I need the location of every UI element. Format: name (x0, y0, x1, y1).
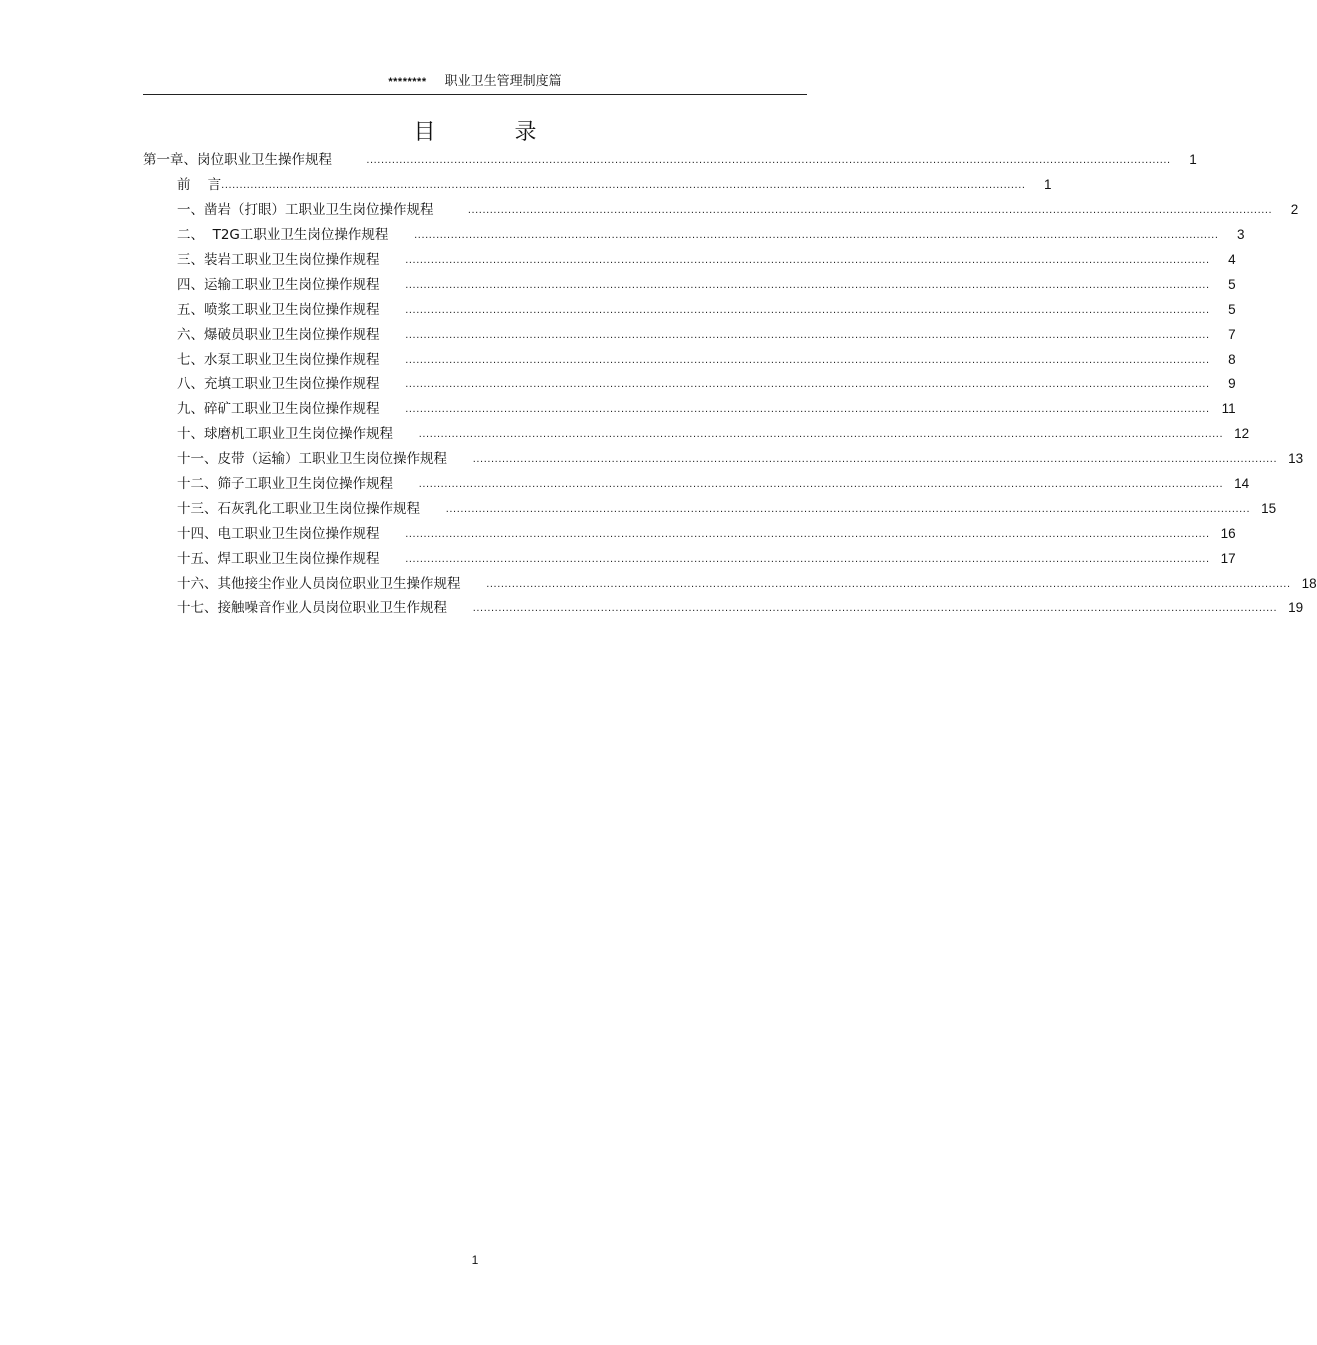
toc-entry-page-number: 16 (1220, 525, 1236, 541)
toc-entry-page-number: 1 (1044, 177, 1052, 193)
toc-entry[interactable] (143, 397, 1236, 422)
dot-leader: ............................................................................................................................................................................................................................ (221, 179, 1026, 192)
toc-entry-page-number: 8 (1228, 351, 1236, 367)
toc-entry-label: 七、水泵工职业卫生岗位操作规程 (177, 351, 380, 368)
toc-entry[interactable] (143, 297, 1236, 322)
toc-entry-gap (380, 549, 406, 569)
dot-leader: ............................................................................................................................................................................................................................ (486, 577, 1291, 590)
toc-entry-page-number: 2 (1290, 202, 1299, 218)
header-stars: ******** (388, 76, 427, 88)
toc-entry[interactable] (143, 496, 1277, 521)
toc-entry-page-number: 13 (1288, 451, 1304, 467)
toc-entry-page-number: 1 (1189, 152, 1197, 168)
toc-entry-gap (393, 474, 419, 494)
toc-entry-label: 第一章、岗位职业卫生操作规程 (143, 152, 332, 169)
toc-entry[interactable] (143, 198, 1299, 223)
dot-leader: ............................................................................................................................................................................................................................ (418, 428, 1224, 441)
toc-entry-gap (380, 350, 406, 370)
toc-entry-page-number: 7 (1228, 326, 1236, 342)
dot-leader: ............................................................................................................................................................................................................................ (405, 527, 1210, 540)
toc-entry-page-number: 14 (1234, 476, 1250, 492)
toc-entry-label: 十六、其他接尘作业人员岗位职业卫生操作规程 (177, 575, 461, 592)
toc-entry-page-number: 5 (1228, 301, 1236, 317)
toc-entry-gap (380, 374, 406, 394)
dot-leader: ............................................................................................................................................................................................................................ (414, 229, 1219, 242)
dot-leader: ............................................................................................................................................................................................................................ (418, 478, 1224, 491)
dot-leader: ............................................................................................................................................................................................................................ (405, 378, 1210, 391)
toc-entry-label: 六、爆破员职业卫生岗位操作规程 (177, 326, 380, 343)
toc-entry-label: 十二、筛子工职业卫生岗位操作规程 (177, 476, 393, 493)
toc-entry-gap (380, 325, 406, 345)
toc-entry-page-number: 3 (1236, 227, 1245, 243)
toc-entry-page-number: 12 (1234, 426, 1250, 442)
toc-entry-label: 十一、皮带（运输）工职业卫生岗位操作规程 (177, 451, 447, 468)
toc-entry[interactable] (143, 173, 1052, 198)
toc-entry[interactable] (143, 447, 1304, 472)
toc-entry-page-number: 5 (1228, 276, 1236, 292)
toc-entry-gap (332, 150, 366, 170)
toc-entry-page-number: 19 (1288, 600, 1304, 616)
toc-entry-label: 前 言 (177, 177, 222, 194)
toc-entry-gap (380, 524, 406, 544)
toc-entry-page-number: 15 (1261, 500, 1277, 516)
toc-entry-label: 五、喷浆工职业卫生岗位操作规程 (177, 301, 380, 318)
toc-entry-label: 十三、石灰乳化工职业卫生岗位操作规程 (177, 500, 420, 517)
toc-entry[interactable] (143, 422, 1250, 447)
toc-entry-gap (461, 574, 487, 594)
toc-entry[interactable] (143, 571, 1317, 596)
toc-entry-label: 十五、焊工职业卫生岗位操作规程 (177, 550, 380, 567)
header-title: 职业卫生管理制度篇 (444, 74, 562, 89)
dot-leader: ............................................................................................................................................................................................................................ (472, 602, 1278, 615)
footer-page-number: 1 (471, 1253, 479, 1267)
dot-leader: ............................................................................................................................................................................................................................ (405, 278, 1210, 291)
dot-leader: ............................................................................................................................................................................................................................ (366, 154, 1171, 167)
toc-entry-gap (388, 225, 414, 245)
toc-entry-label: 十四、电工职业卫生岗位操作规程 (177, 525, 380, 542)
toc-entry[interactable] (143, 521, 1236, 546)
dot-leader: ............................................................................................................................................................................................................................ (405, 303, 1210, 316)
toc-entry-label: 四、运输工职业卫生岗位操作规程 (177, 276, 380, 293)
toc-entry[interactable] (143, 148, 1197, 173)
toc-entry-gap (434, 200, 468, 220)
toc-entry-gap (380, 300, 406, 320)
toc-entry-label: 十七、接触噪音作业人员岗位职业卫生作规程 (177, 600, 447, 617)
toc-entry-gap (380, 250, 406, 270)
toc-entry[interactable] (143, 546, 1236, 571)
dot-leader: ............................................................................................................................................................................................................................ (405, 353, 1210, 366)
dot-leader: ............................................................................................................................................................................................................................ (445, 502, 1251, 515)
toc-entry[interactable] (143, 347, 1236, 372)
dot-leader: ............................................................................................................................................................................................................................ (405, 254, 1210, 266)
toc-entry-label: 八、充填工职业卫生岗位操作规程 (177, 376, 380, 393)
toc-entry[interactable] (143, 248, 1236, 273)
toc-entry-label: 九、碎矿工职业卫生岗位操作规程 (177, 401, 380, 418)
toc-entry[interactable] (143, 596, 1304, 621)
toc-entry-label: 十、球磨机工职业卫生岗位操作规程 (177, 426, 393, 443)
toc-entry-gap (447, 449, 473, 469)
toc-entry[interactable] (143, 372, 1236, 397)
toc-entry-label: 一、凿岩（打眼）工职业卫生岗位操作规程 (177, 202, 434, 219)
toc-entry-page-number: 11 (1221, 401, 1236, 417)
toc-entry-label: 三、装岩工职业卫生岗位操作规程 (177, 252, 380, 268)
toc-entry-page-number: 4 (1228, 252, 1236, 267)
toc-entry-page-number: 18 (1301, 575, 1317, 591)
dot-leader: ............................................................................................................................................................................................................................ (405, 552, 1210, 565)
toc-entry-gap (380, 399, 406, 419)
dot-leader: ............................................................................................................................................................................................................................ (405, 403, 1210, 416)
page-header (143, 72, 807, 94)
table-of-contents (143, 148, 1317, 621)
toc-entry-gap (420, 499, 446, 519)
header-rule (143, 94, 807, 95)
toc-entry-page-number: 9 (1228, 376, 1236, 392)
toc-entry-gap (380, 275, 406, 295)
toc-entry[interactable] (143, 322, 1236, 347)
toc-entry[interactable] (143, 472, 1250, 497)
dot-leader: ............................................................................................................................................................................................................................ (467, 204, 1273, 217)
toc-entry-page-number: 17 (1220, 550, 1236, 566)
toc-entry[interactable] (143, 223, 1245, 248)
dot-leader: ............................................................................................................................................................................................................................ (472, 453, 1278, 466)
toc-title: 目 录 (413, 120, 573, 145)
toc-entry[interactable] (143, 272, 1236, 297)
toc-entry-gap (447, 598, 473, 618)
dot-leader: ............................................................................................................................................................................................................................ (405, 328, 1210, 341)
toc-entry-label: 二、 T2G工职业卫生岗位操作规程 (177, 227, 389, 244)
toc-entry-gap (393, 424, 419, 444)
